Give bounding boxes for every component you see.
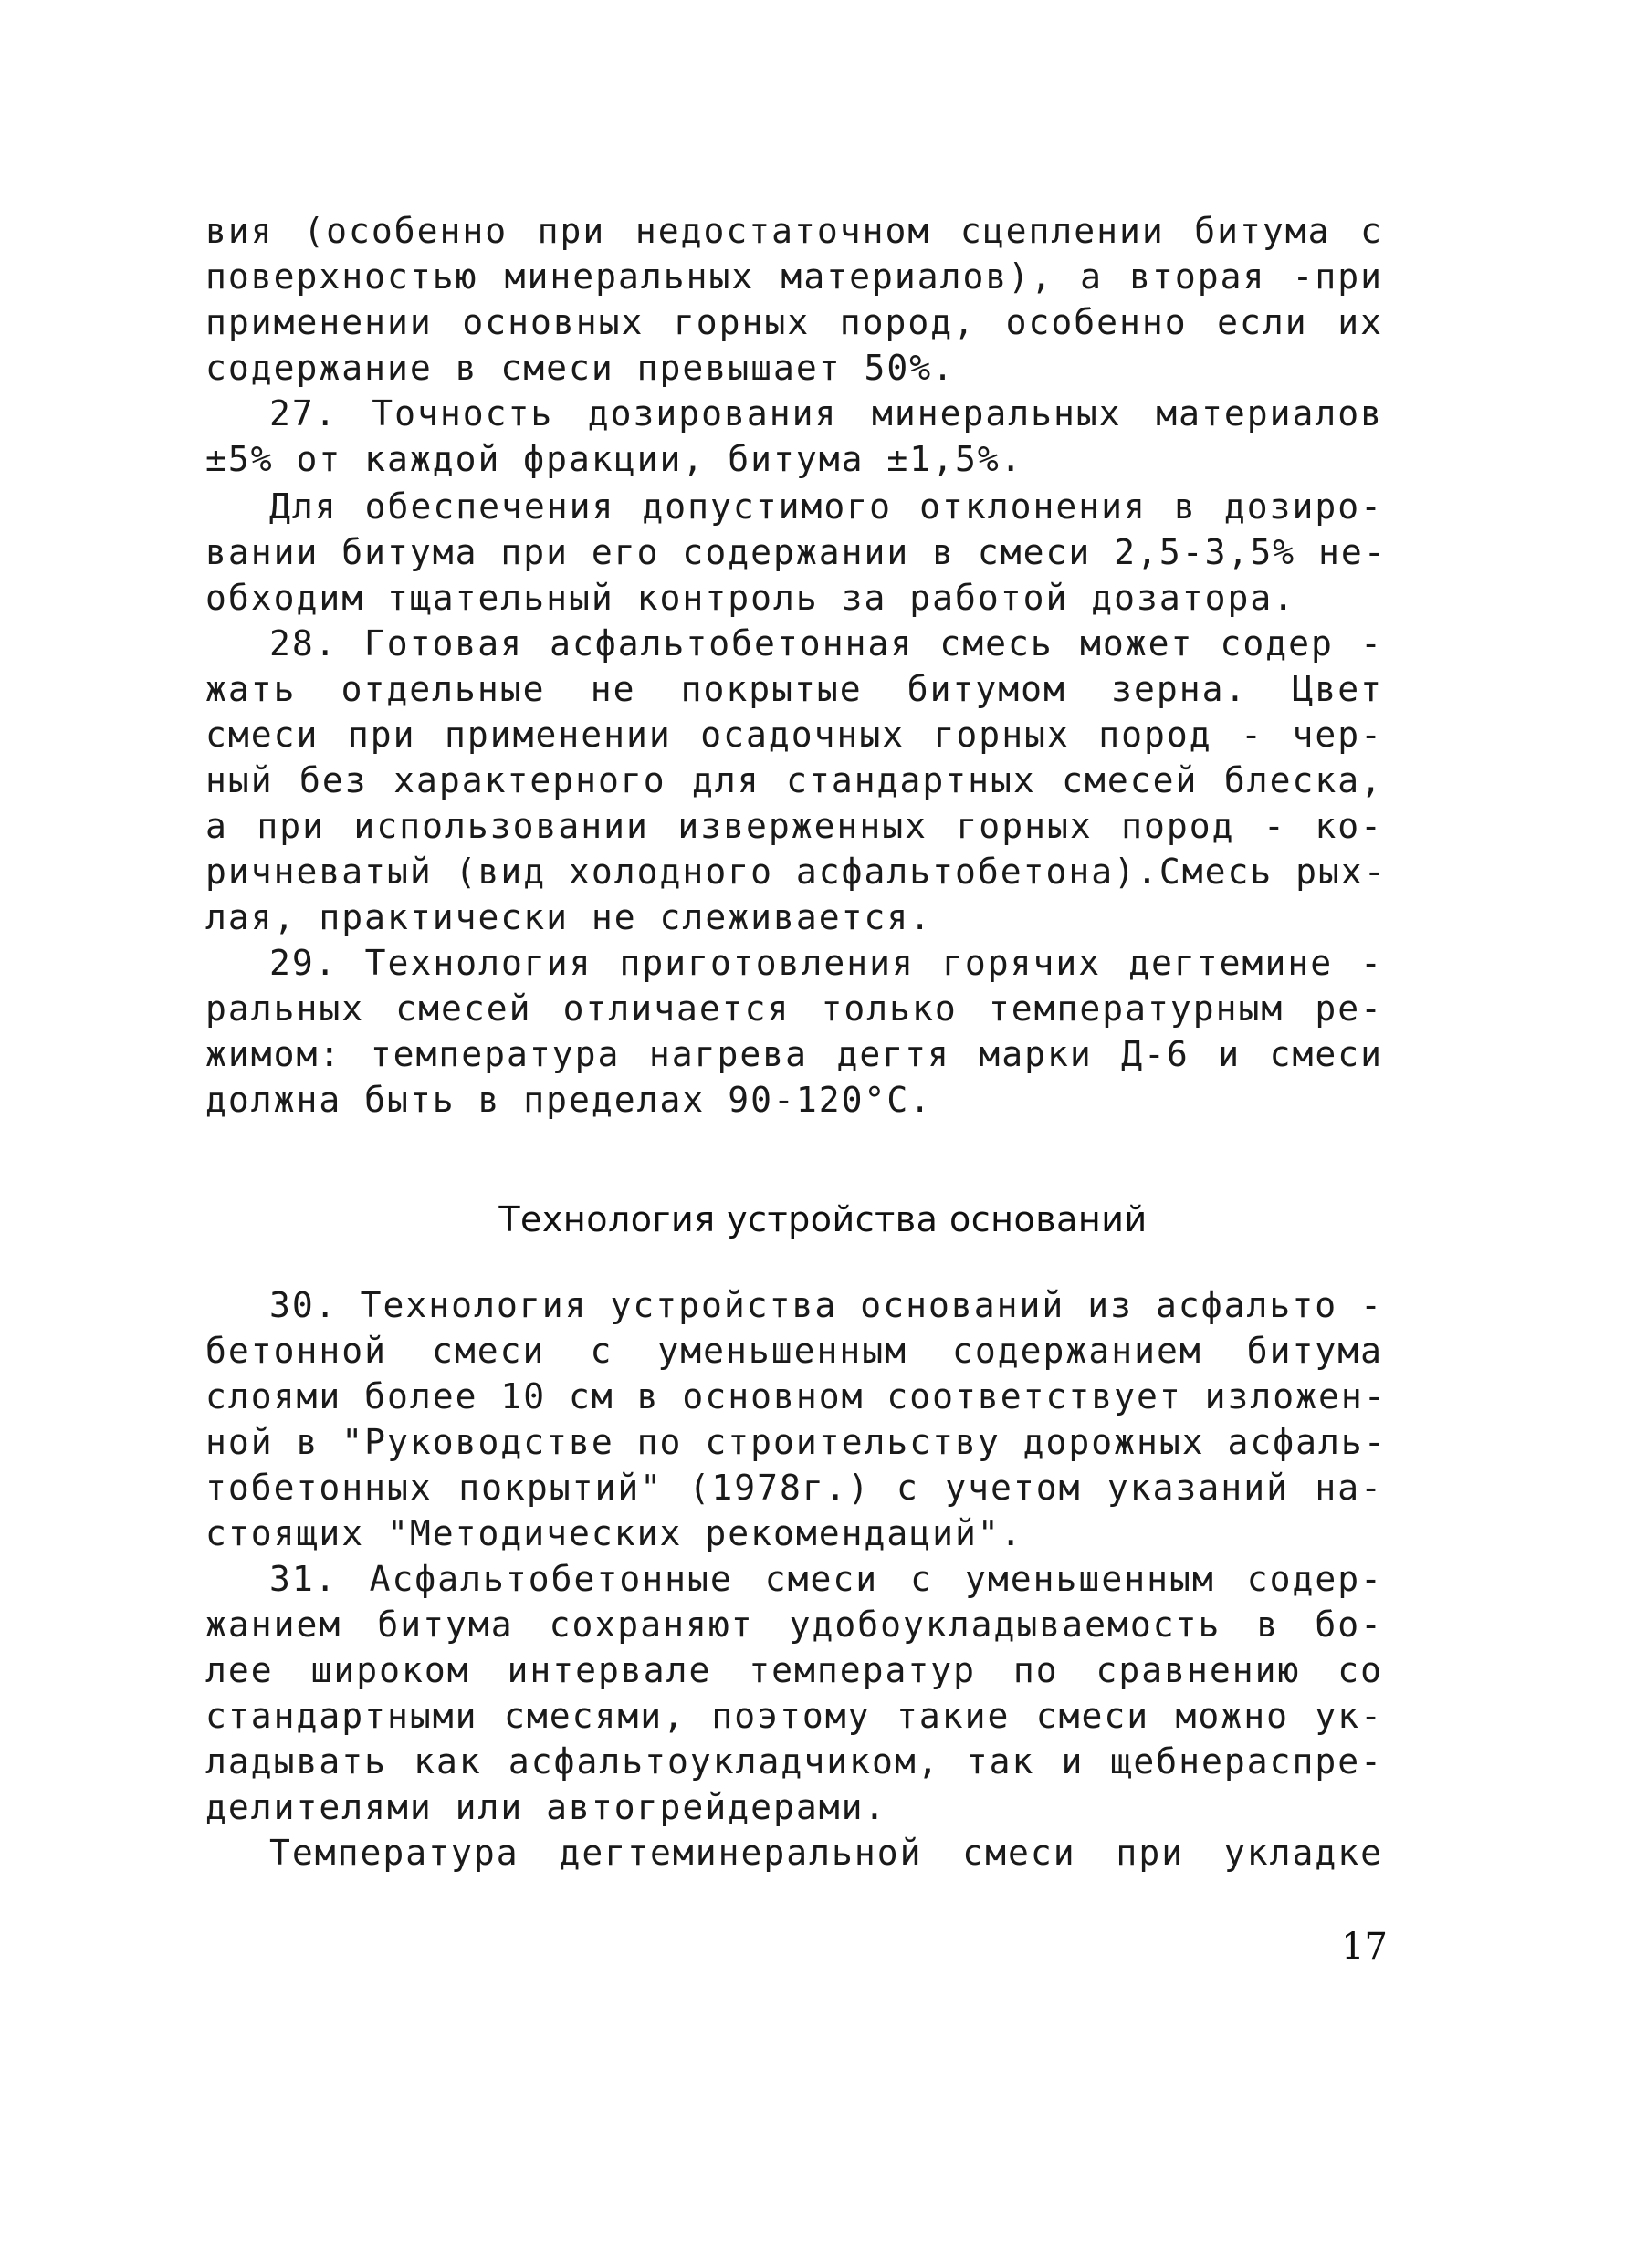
text-line: должна быть в пределах 90-120°С. [205, 1080, 933, 1120]
text-line: лее широком интервале температур по сравнению со [205, 1650, 1383, 1690]
text-line: жимом: температура нагрева дегтя марки Д-6 и смеси [205, 1034, 1383, 1074]
text-line: смеси при применении осадочных горных пород - чер- [205, 715, 1383, 755]
text-line: вании битума при его содержании в смеси 2,5-3,5% не- [205, 532, 1387, 572]
text-line: делителями или автогрейдерами. [205, 1787, 887, 1827]
text-line: применении основных горных пород, особенно если их [205, 302, 1383, 342]
section-heading: Технология устройства оснований [498, 1199, 1148, 1239]
text-line: слоями более 10 см в основном соответствует изложен- [205, 1376, 1387, 1416]
text-line: тобетонных покрытий" (1978г.) с учетом указаний на- [205, 1468, 1383, 1508]
text-line: Температура дегтеминеральной смеси при укладке [269, 1833, 1383, 1873]
paragraph-27-start: 27. Точность дозирования минеральных материалов [269, 393, 1383, 434]
paragraph-28-start: 28. Готовая асфальтобетонная смесь может содер - [269, 623, 1383, 664]
text-line: лая, практически не слеживается. [205, 897, 933, 937]
text-line: стоящих "Методических рекомендаций". [205, 1513, 1023, 1553]
paragraph-31-start: 31. Асфальтобетонные смеси с уменьшенным содер- [269, 1559, 1383, 1599]
text-line: а при использовании изверженных горных пород - ко- [205, 806, 1383, 846]
text-line: ричневатый (вид холодного асфальтобетона).Смесь рых- [205, 852, 1387, 892]
text-line: Для обеспечения допустимого отклонения в дозиро- [269, 486, 1383, 527]
text-line: жанием битума сохраняют удобоукладываемость в бо- [205, 1604, 1383, 1645]
text-line: стандартными смесями, поэтому такие смеси можно ук- [205, 1696, 1383, 1736]
text-line: обходим тщательный контроль за работой дозатора. [205, 578, 1296, 618]
text-line: бетонной смеси с уменьшенным содержанием битума [205, 1331, 1383, 1371]
text-line: ной в "Руководстве по строительству дорожных асфаль- [205, 1422, 1387, 1462]
text-line: поверхностью минеральных материалов), а вторая -при [205, 256, 1383, 297]
paragraph-30-start: 30. Технология устройства оснований из асфальто - [269, 1285, 1383, 1325]
text-line: ±5% от каждой фракции, битума ±1,5%. [205, 439, 1023, 479]
text-line: ный без характерного для стандартных смесей блеска, [205, 760, 1383, 800]
text-line: содержание в смеси превышает 50%. [205, 348, 955, 388]
text-line: ральных смесей отличается только температурным ре- [205, 988, 1383, 1029]
text-line: вия (особенно при недостаточном сцеплении битума с [205, 211, 1383, 251]
paragraph-29-start: 29. Технология приготовления горячих дегтемине - [269, 943, 1383, 983]
page-number: 17 [1341, 1926, 1388, 1968]
text-line: ладывать как асфальтоукладчиком, так и щебнераспре- [205, 1741, 1383, 1782]
text-line: жать отдельные не покрытые битумом зерна. Цвет [205, 669, 1383, 709]
